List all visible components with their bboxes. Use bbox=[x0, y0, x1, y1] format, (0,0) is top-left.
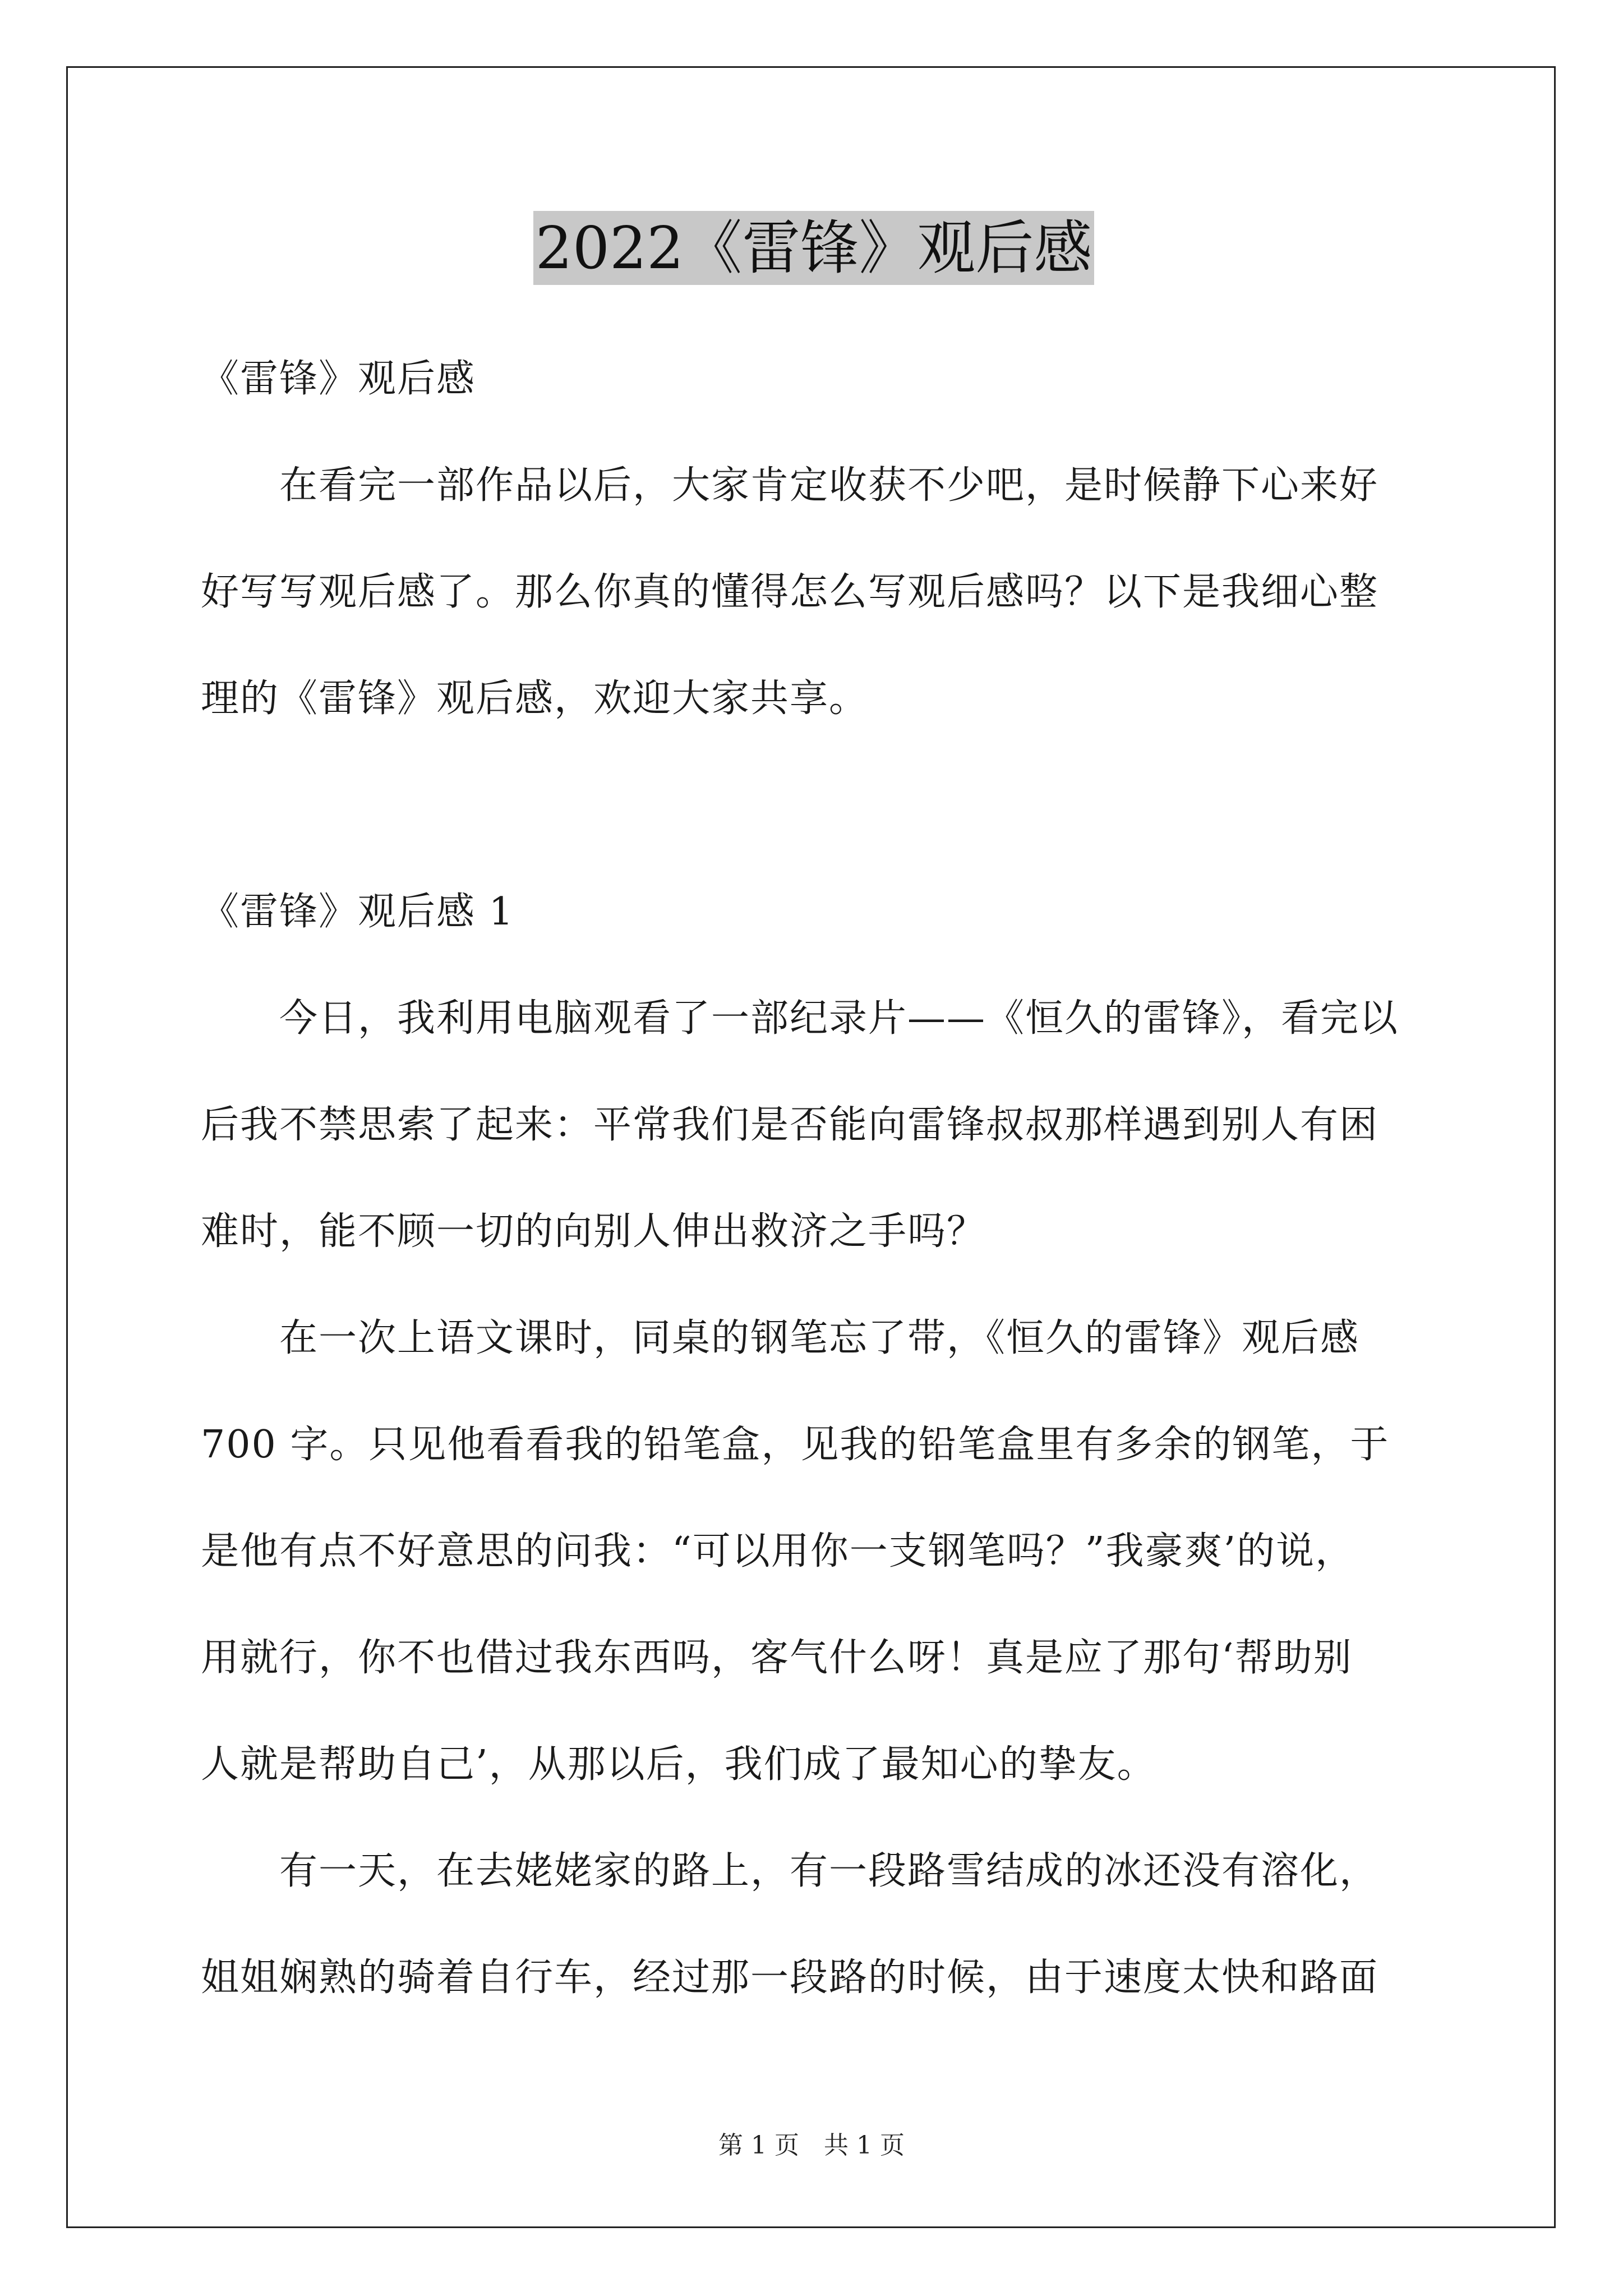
paragraph-line: 后我不禁思索了起来：平常我们是否能向雷锋叔叔那样遇到别人有困 bbox=[201, 1103, 1379, 1147]
page-footer: 第 1 页 共 1 页 bbox=[718, 2131, 905, 2160]
section-heading: 《雷锋》观后感 bbox=[201, 357, 476, 401]
paragraph-line: 用就行，你不也借过我东西吗，客气什么呀！真是应了那句‘帮助别 bbox=[201, 1636, 1353, 1680]
paragraph-line: 理的《雷锋》观后感，欢迎大家共享。 bbox=[201, 677, 869, 721]
paragraph-line: 难时，能不顾一切的向别人伸出救济之手吗？ bbox=[201, 1209, 986, 1254]
paragraph-line: 人就是帮助自己’，从那以后，我们成了最知心的挚友。 bbox=[201, 1742, 1156, 1787]
paragraph-line: 姐姐娴熟的骑着自行车，经过那一段路的时候，由于速度太快和路面 bbox=[201, 1955, 1379, 2000]
document-title: 2022《雷锋》观后感 bbox=[533, 211, 1095, 285]
paragraph-line: 是他有点不好意思的问我：“可以用你一支钢笔吗？”我豪爽’的说， bbox=[201, 1529, 1355, 1573]
paragraph-line: 有一天，在去姥姥家的路上，有一段路雪结成的冰还没有溶化， bbox=[201, 1849, 1379, 1893]
paragraph-line: 700 字。只见他看看我的铅笔盒，见我的铅笔盒里有多余的钢笔，于 bbox=[201, 1423, 1390, 1467]
paragraph-line: 在看完一部作品以后，大家肯定收获不少吧，是时候静下心来好 bbox=[201, 463, 1379, 508]
paragraph-line: 今日，我利用电脑观看了一部纪录片——《恒久的雷锋》，看完以 bbox=[201, 996, 1399, 1041]
paragraph-line: 在一次上语文课时，同桌的钢笔忘了带，《恒久的雷锋》观后感 bbox=[201, 1316, 1360, 1360]
paragraph-line: 好写写观后感了。那么你真的懂得怎么写观后感吗？以下是我细心整 bbox=[201, 570, 1379, 614]
section-heading: 《雷锋》观后感 1 bbox=[201, 890, 514, 934]
title-wrapper bbox=[201, 211, 1427, 285]
